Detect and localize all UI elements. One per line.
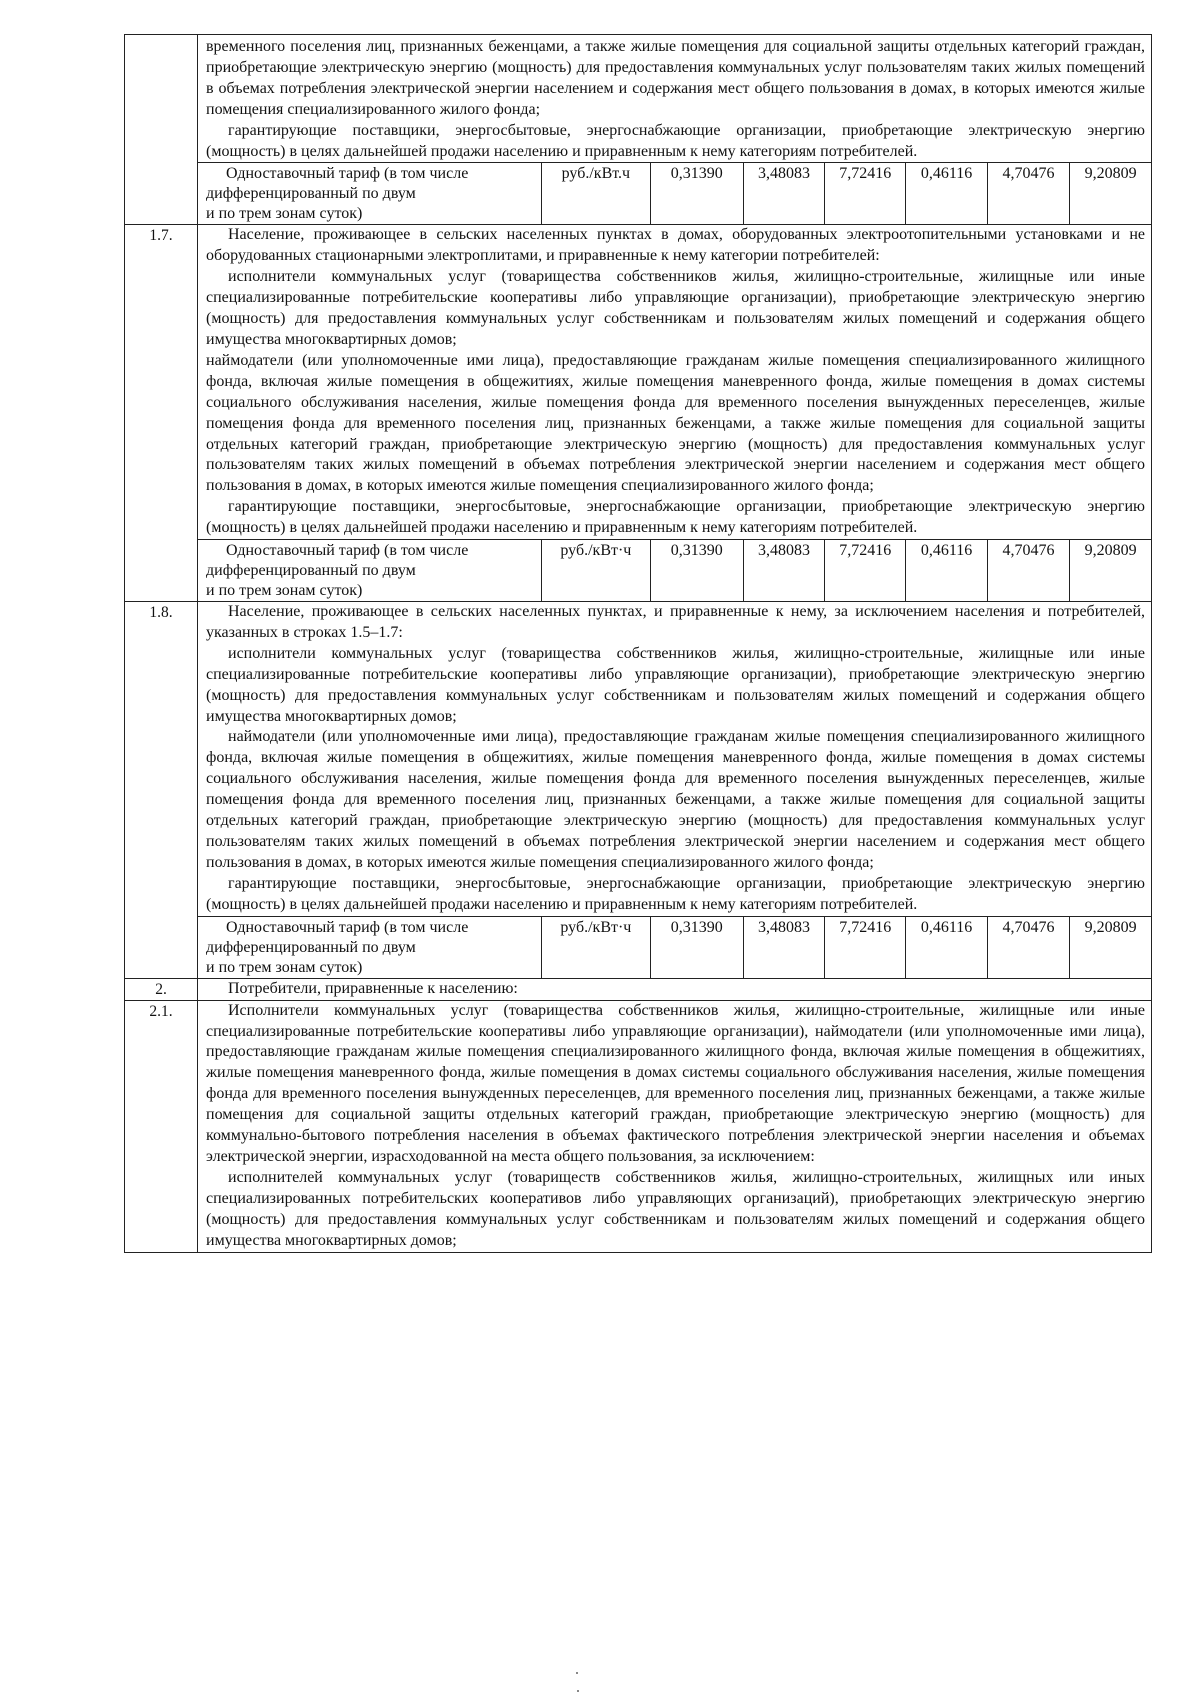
paragraph: гарантирующие поставщики, энергосбытовые, энергоснабжающие организации, приобретающие электрическую энергию (мощность) в целях дальнейшей продажи населению и приравненным к нему категориям потребителей. (206, 121, 1145, 160)
tariff-value: 3,48083 (743, 916, 824, 978)
table-row-1-7 (125, 225, 1152, 602)
tariff-row (198, 539, 1151, 601)
row-number: 1.7. (125, 225, 198, 602)
tariff-value: 9,20809 (1070, 163, 1151, 225)
section-title: Потребители, приравненные к населению: (228, 979, 518, 997)
tariff-name: Одноставочный тариф (в том числе дифференцированный по двум и по трем зонам суток) (206, 542, 469, 600)
tariff-name: Одноставочный тариф (в том числе дифференцированный по двум и по трем зонам суток) (206, 918, 469, 976)
tariff-unit: руб./кВт.ч (542, 163, 650, 225)
table-row-2 (125, 978, 1152, 1000)
tariff-value: 0,46116 (906, 540, 987, 602)
tariff-value: 0,46116 (906, 916, 987, 978)
paragraph: гарантирующие поставщики, энергосбытовые, энергоснабжающие организации, приобретающие электрическую энергию (мощность) в целях дальнейшей продажи населению и приравненным к нему категориям потребителей. (206, 874, 1145, 913)
scan-speck (576, 1672, 578, 1674)
row-number: 1.8. (125, 602, 198, 979)
tariff-value: 4,70476 (987, 540, 1069, 602)
tariff-value: 7,72416 (825, 163, 906, 225)
paragraph: Исполнители коммунальных услуг (товарищества собственников жилья, жилищно-строительные, жилищные или иные специализированные потребительские кооперативы либо управляющие организации), наймодатели (или уполномоченные ими лица), предоставляющие гражданам жилые помещения специализированного жилищного фонда, включая жилые помещения в общежитиях, жилые помещения маневренного фонда, жилые помещения в домах системы социального обслуживания населения, жилые помещения фонда для временного поселения вынужденных переселенцев, для временного поселения лиц, признанных беженцами, а также жилые помещения для социальной защиты отдельных категорий граждан, приобретающие электрическую энергию (мощность) для коммунально-бытового потребления населения в объемах фактического потребления электрической энергии населения и объемах электрической энергии, израсходованной на места общего пользования, за исключением: (206, 1001, 1145, 1165)
tariff-value: 9,20809 (1070, 916, 1151, 978)
tariff-value: 4,70476 (987, 916, 1069, 978)
paragraph: Население, проживающее в сельских населенных пунктах в домах, оборудованных электроотопительными установками и не оборудованных стационарными электроплитами, и приравненные к нему категории потребителей: (206, 226, 1145, 265)
tariff-value: 3,48083 (743, 163, 824, 225)
paragraph: временного поселения лиц, признанных беженцами, а также жилые помещения для социальной защиты отдельных категорий граждан, приобретающие электрическую энергию (мощность) для предоставления коммунальных услуг пользователям таких жилых помещений в объемах потребления электрической энергии населением и содержания мест общего пользования в домах, в которых имеются жилые помещения специализированного жилого фонда; (206, 38, 1145, 118)
tariff-value: 7,72416 (825, 540, 906, 602)
paragraph: гарантирующие поставщики, энергосбытовые, энергоснабжающие организации, приобретающие электрическую энергию (мощность) в целях дальнейшей продажи населению и приравненным к нему категориям потребителей. (206, 498, 1145, 537)
paragraph: исполнители коммунальных услуг (товарищества собственников жилья, жилищно-строительные, жилищные или иные специализированные потребительские кооперативы либо управляющие организации), приобретающие электрическую энергию (мощность) для предоставления коммунальных услуг собственникам и пользователям жилых помещений и содержания общего имущества многоквартирных домов; (206, 268, 1145, 348)
tariff-unit: руб./кВт·ч (542, 540, 650, 602)
document-page (124, 34, 1151, 1253)
tariff-value: 0,31390 (650, 163, 743, 225)
table-row-2-1 (125, 1000, 1152, 1252)
row-number-empty (125, 35, 198, 225)
tariff-value: 0,31390 (650, 916, 743, 978)
tariff-row (198, 916, 1151, 978)
table-row-1-8 (125, 602, 1152, 979)
tariff-value: 4,70476 (987, 163, 1069, 225)
tariff-value: 0,46116 (906, 163, 987, 225)
table-row-continuation (125, 35, 1152, 225)
row-number: 2. (125, 978, 198, 1000)
paragraph: наймодатели (или уполномоченные ими лица), предоставляющие гражданам жилые помещения специализированного жилищного фонда, включая жилые помещения в общежитиях, жилые помещения маневренного фонда, жилые помещения в домах системы социального обслуживания населения, жилые помещения фонда для временного поселения вынужденных переселенцев, жилые помещения фонда для временного поселения лиц, признанных беженцами, а также жилые помещения для социальной защиты отдельных категорий граждан, приобретающие электрическую энергию (мощность) для предоставления коммунальных услуг пользователям таких жилых помещений в объемах потребления электрической энергии населением и содержания мест общего пользования в домах, в которых имеются жилые помещения специализированного жилого фонда; (206, 351, 1145, 495)
paragraph: Население, проживающее в сельских населенных пунктах, и приравненные к нему, за исключением населения и потребителей, указанных в строках 1.5–1.7: (206, 603, 1145, 641)
tariff-unit: руб./кВт·ч (542, 916, 650, 978)
tariff-value: 3,48083 (743, 540, 824, 602)
scan-speck (577, 1690, 579, 1692)
tariff-row (198, 162, 1151, 224)
tariff-document-table (124, 34, 1152, 1253)
tariff-value: 9,20809 (1070, 540, 1151, 602)
paragraph: исполнителей коммунальных услуг (товариществ собственников жилья, жилищно-строительных, жилищных или иных специализированных потребительских кооперативов либо управляющих организаций), приобретающих электрическую энергию (мощность) для предоставления коммунальных услуг собственникам и пользователям жилых помещений и содержания общего имущества многоквартирных домов; (206, 1168, 1145, 1249)
tariff-value: 7,72416 (825, 916, 906, 978)
row-number: 2.1. (125, 1000, 198, 1252)
paragraph: наймодатели (или уполномоченные ими лица), предоставляющие гражданам жилые помещения специализированного жилищного фонда, включая жилые помещения в общежитиях, жилые помещения маневренного фонда, жилые помещения в домах системы социального обслуживания населения, жилые помещения фонда для временного поселения вынужденных переселенцев, жилые помещения фонда для временного поселения лиц, признанных беженцами, а также жилые помещения для социальной защиты отдельных категорий граждан, приобретающие электрическую энергию (мощность) для предоставления коммунальных услуг пользователям таких жилых помещений в объемах потребления электрической энергии населением и содержания мест общего пользования в домах, в которых имеются жилые помещения специализированного жилого фонда; (206, 728, 1145, 871)
paragraph: исполнители коммунальных услуг (товарищества собственников жилья, жилищно-строительные, жилищные или иные специализированные потребительские кооперативы либо управляющие организации), приобретающие электрическую энергию (мощность) для предоставления коммунальных услуг собственникам и пользователям жилых помещений и содержания общего имущества многоквартирных домов; (206, 644, 1145, 725)
tariff-name: Одноставочный тариф (в том числе дифференцированный по двум и по трем зонам суток) (206, 165, 469, 223)
tariff-value: 0,31390 (650, 540, 743, 602)
